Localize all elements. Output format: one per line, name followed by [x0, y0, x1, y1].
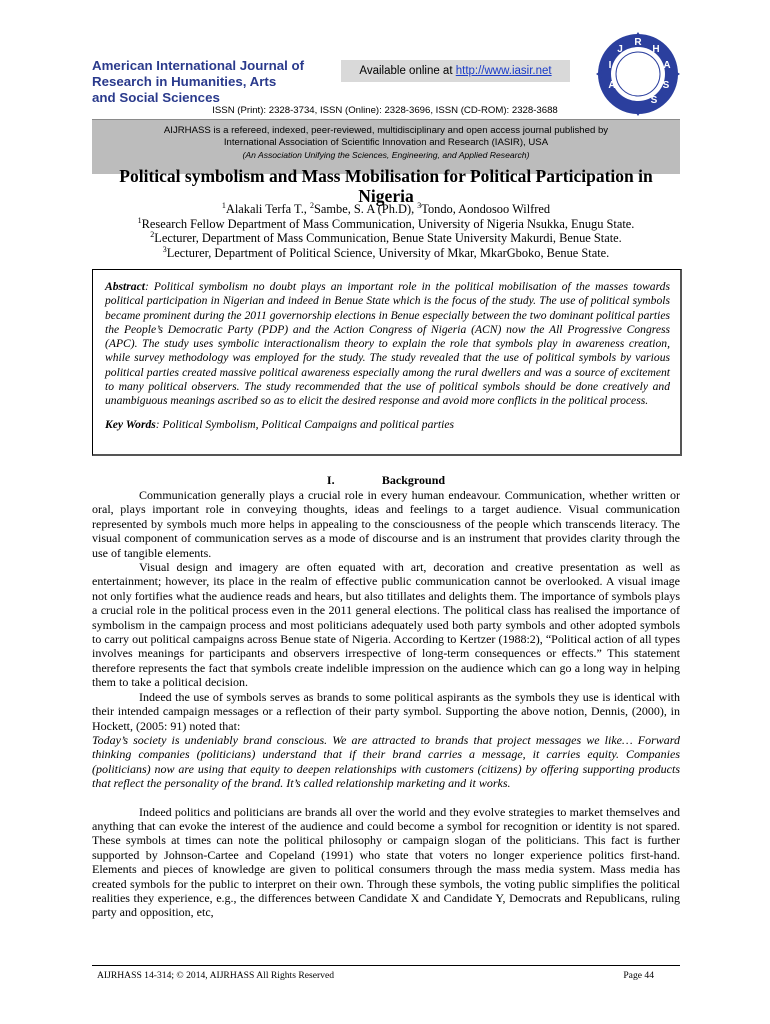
keywords [105, 418, 670, 432]
abstract-label: Abstract [105, 280, 145, 293]
availability-text: Available online at [359, 65, 456, 77]
section-number: I. [326, 473, 335, 487]
body-text [92, 488, 680, 920]
logo-letter-6: A [663, 60, 671, 71]
journal-name-line-2: Research in Humanities, Arts [92, 74, 277, 89]
affiliation-2 [92, 231, 680, 246]
keywords-label: Key Words [105, 417, 156, 431]
logo-letter-3: J [617, 44, 623, 55]
journal-logo-icon [596, 32, 680, 116]
affiliation-1-text: Research Fellow Department of Mass Communication, University of Nigeria Nsukka, Enugu State. [141, 216, 635, 231]
paragraph-1: Communication generally plays a crucial role in every human endeavour. Communication, whether written or oral, plays important role in conveying thoughts, ideas and feelings to a target audience. Visual communication represented by symbols much more helps in appealing to the consciousness of the people which transcends literacy. The visual component of communication serves as a mode of discourse and is an instrument that provides clarity through the use of tangible elements. [92, 488, 680, 560]
journal-name [92, 58, 342, 106]
author-3-sup: 3 [417, 201, 422, 210]
availability-box [341, 60, 570, 82]
page-footer [92, 965, 680, 981]
page-number: Page 44 [623, 970, 654, 981]
author-list [92, 202, 680, 217]
paragraph-3: Indeed the use of symbols serves as brands to some political aspirants as the symbols they use is identical with their intended campaign messages or a reflection of their party symbol. Supporting the above notion, Dennis, (2000), in Hockett, (2005: 91) noted that: [92, 689, 680, 733]
affiliation-1-sup: 1 [137, 215, 142, 225]
logo-letter-4: R [634, 37, 642, 48]
journal-name-line-3: and Social Sciences [92, 90, 220, 105]
affiliation-2-text: Lecturer, Department of Mass Communication, Benue State University Makurdi, Benue State. [154, 231, 622, 245]
affiliation-2-sup: 2 [150, 230, 155, 239]
keywords-text: : Political Symbolism, Political Campaigns and political parties [155, 417, 454, 431]
affiliation-1 [92, 217, 680, 232]
affiliation-3-sup: 3 [162, 244, 167, 254]
paragraph-4: Indeed politics and politicians are brands all over the world and they evolve strategies to market themselves and anything that can evoke the interest of the audience and could become a symbol for recognition or identity is not spared. These symbols at times can note the political philosophy or campaign slogan of the politicians. This fact is further supported by Johnson-Cartee and Copeland (1991) who state that voters no longer experience politics first-hand. Elements and pieces of knowledge are given to political consumers through the mass media system. Mass media has created symbols for the public to interpret on their own. Through these symbols, the voting public simplifies the political realities they experience, e.g., the differences between Candidate X and Candidate Y, Democrats and Republicans, ruling party and opposition, etc, [92, 804, 680, 920]
block-quote: Today’s society is undeniably brand conscious. We are attracted to brands that project messages we like… Forward thinking companies (politicians) understand that if their brand carries a message, it carries equity. Companies (politicians) now are using that equity to deepen relationships with customers (citizens) by offering supporting products that reflect the personality of the brand. It’s called relationship marketing and it works. [92, 732, 680, 791]
logo-letter-8: S [650, 95, 658, 106]
affiliation-3-text: Lecturer, Department of Political Science, University of Mkar, MkarGboko, Benue State. [166, 245, 610, 260]
logo-letter-2: I [608, 60, 612, 71]
paper-title-line-2: Nigeria [358, 186, 414, 206]
abstract-paragraph [105, 280, 670, 409]
author-2-sup: 2 [310, 201, 314, 210]
section-heading [92, 473, 680, 488]
paragraph-2: Visual design and imagery are often equated with art, decoration and creative presentation as well as entertainment; however, its place in the realm of effective public communication cannot be overlooked. A visual image not only fortifies what the audience reads and hears, but also titillates and delights them. The importance of symbols plays a crucial role in the political process even in the 2011 general elections. The political class has realised the importance of symbolism in the campaign process and most politicians adequately used both party symbols and other adopted symbols to carry out political campaigns across Benue state of Nigeria. According to Kertzer (1988:2), “Political action of all types involves meanings for participants and observers irrespective of long-term consequences or effects.” This statement therefore represents the fact that symbols create indelible impression on the audience which can go a long way in helping them to take a political decision. [92, 560, 680, 690]
author-1-sup: 1 [221, 201, 226, 210]
journal-desc-line-2: International Association of Scientific Innovation and Research (IASIR), USA [223, 137, 549, 148]
issn-line: ISSN (Print): 2328-3734, ISSN (Online): 2328-3696, ISSN (CD-ROM): 2328-3688 [212, 105, 558, 116]
author-3: Tondo, Aondosoo Wilfred [421, 202, 551, 216]
journal-desc-line-3: (An Association Unifying the Sciences, Engineering, and Applied Research) [242, 150, 530, 160]
journal-name-line-1: American International Journal of [92, 58, 305, 73]
logo-letter-5: H [652, 44, 660, 55]
paper-title-line-1: Political symbolism and Mass Mobilisation for Political Participation in [119, 166, 653, 186]
journal-url-link[interactable]: http://www.iasir.net [455, 65, 552, 77]
abstract-text: : Political symbolism no doubt plays an important role in the political mobilisation of the masses towards political participation in Nigerian and indeed in Benue State which is the focus of the study. The use of political symbols became prominent during the 2011 governorship elections in Benue especially between the two dominant political parties the People’s Democratic Party (PDP) and the Action Congress of Nigeria (ACN) now the All Progressive Congress (APC). The study uses symbolic interactionalism theory to explain the role that symbols play in awareness creation, while survey methodology was employed for the study. The study revealed that the use of political symbols by various political parties created massive political awareness especially among the rural dwellers and was a source of excitement to many political observers. The study recommended that the use of political symbols should be done creatively and unambiguous meanings ascribed so as to elicit the desired response and avoid more conflicts in the political process. [105, 280, 670, 408]
footer-copyright: AIJRHASS 14-314; © 2014, AIJRHASS All Rights Reserved [97, 970, 335, 981]
affiliation-3 [92, 246, 680, 261]
abstract-box [92, 269, 682, 456]
paper-title [92, 166, 680, 206]
author-block [92, 202, 680, 260]
section-title: Background [381, 473, 446, 487]
logo-letter-1: A [608, 80, 616, 91]
journal-desc-line-1: AIJRHASS is a refereed, indexed, peer-reviewed, multidisciplinary and open access journal published by [163, 125, 609, 136]
author-1: Alakali Terfa T., [225, 202, 310, 216]
author-2: Sambe, S. A (Ph.D), [314, 202, 418, 216]
logo-letter-7: S [662, 80, 670, 91]
